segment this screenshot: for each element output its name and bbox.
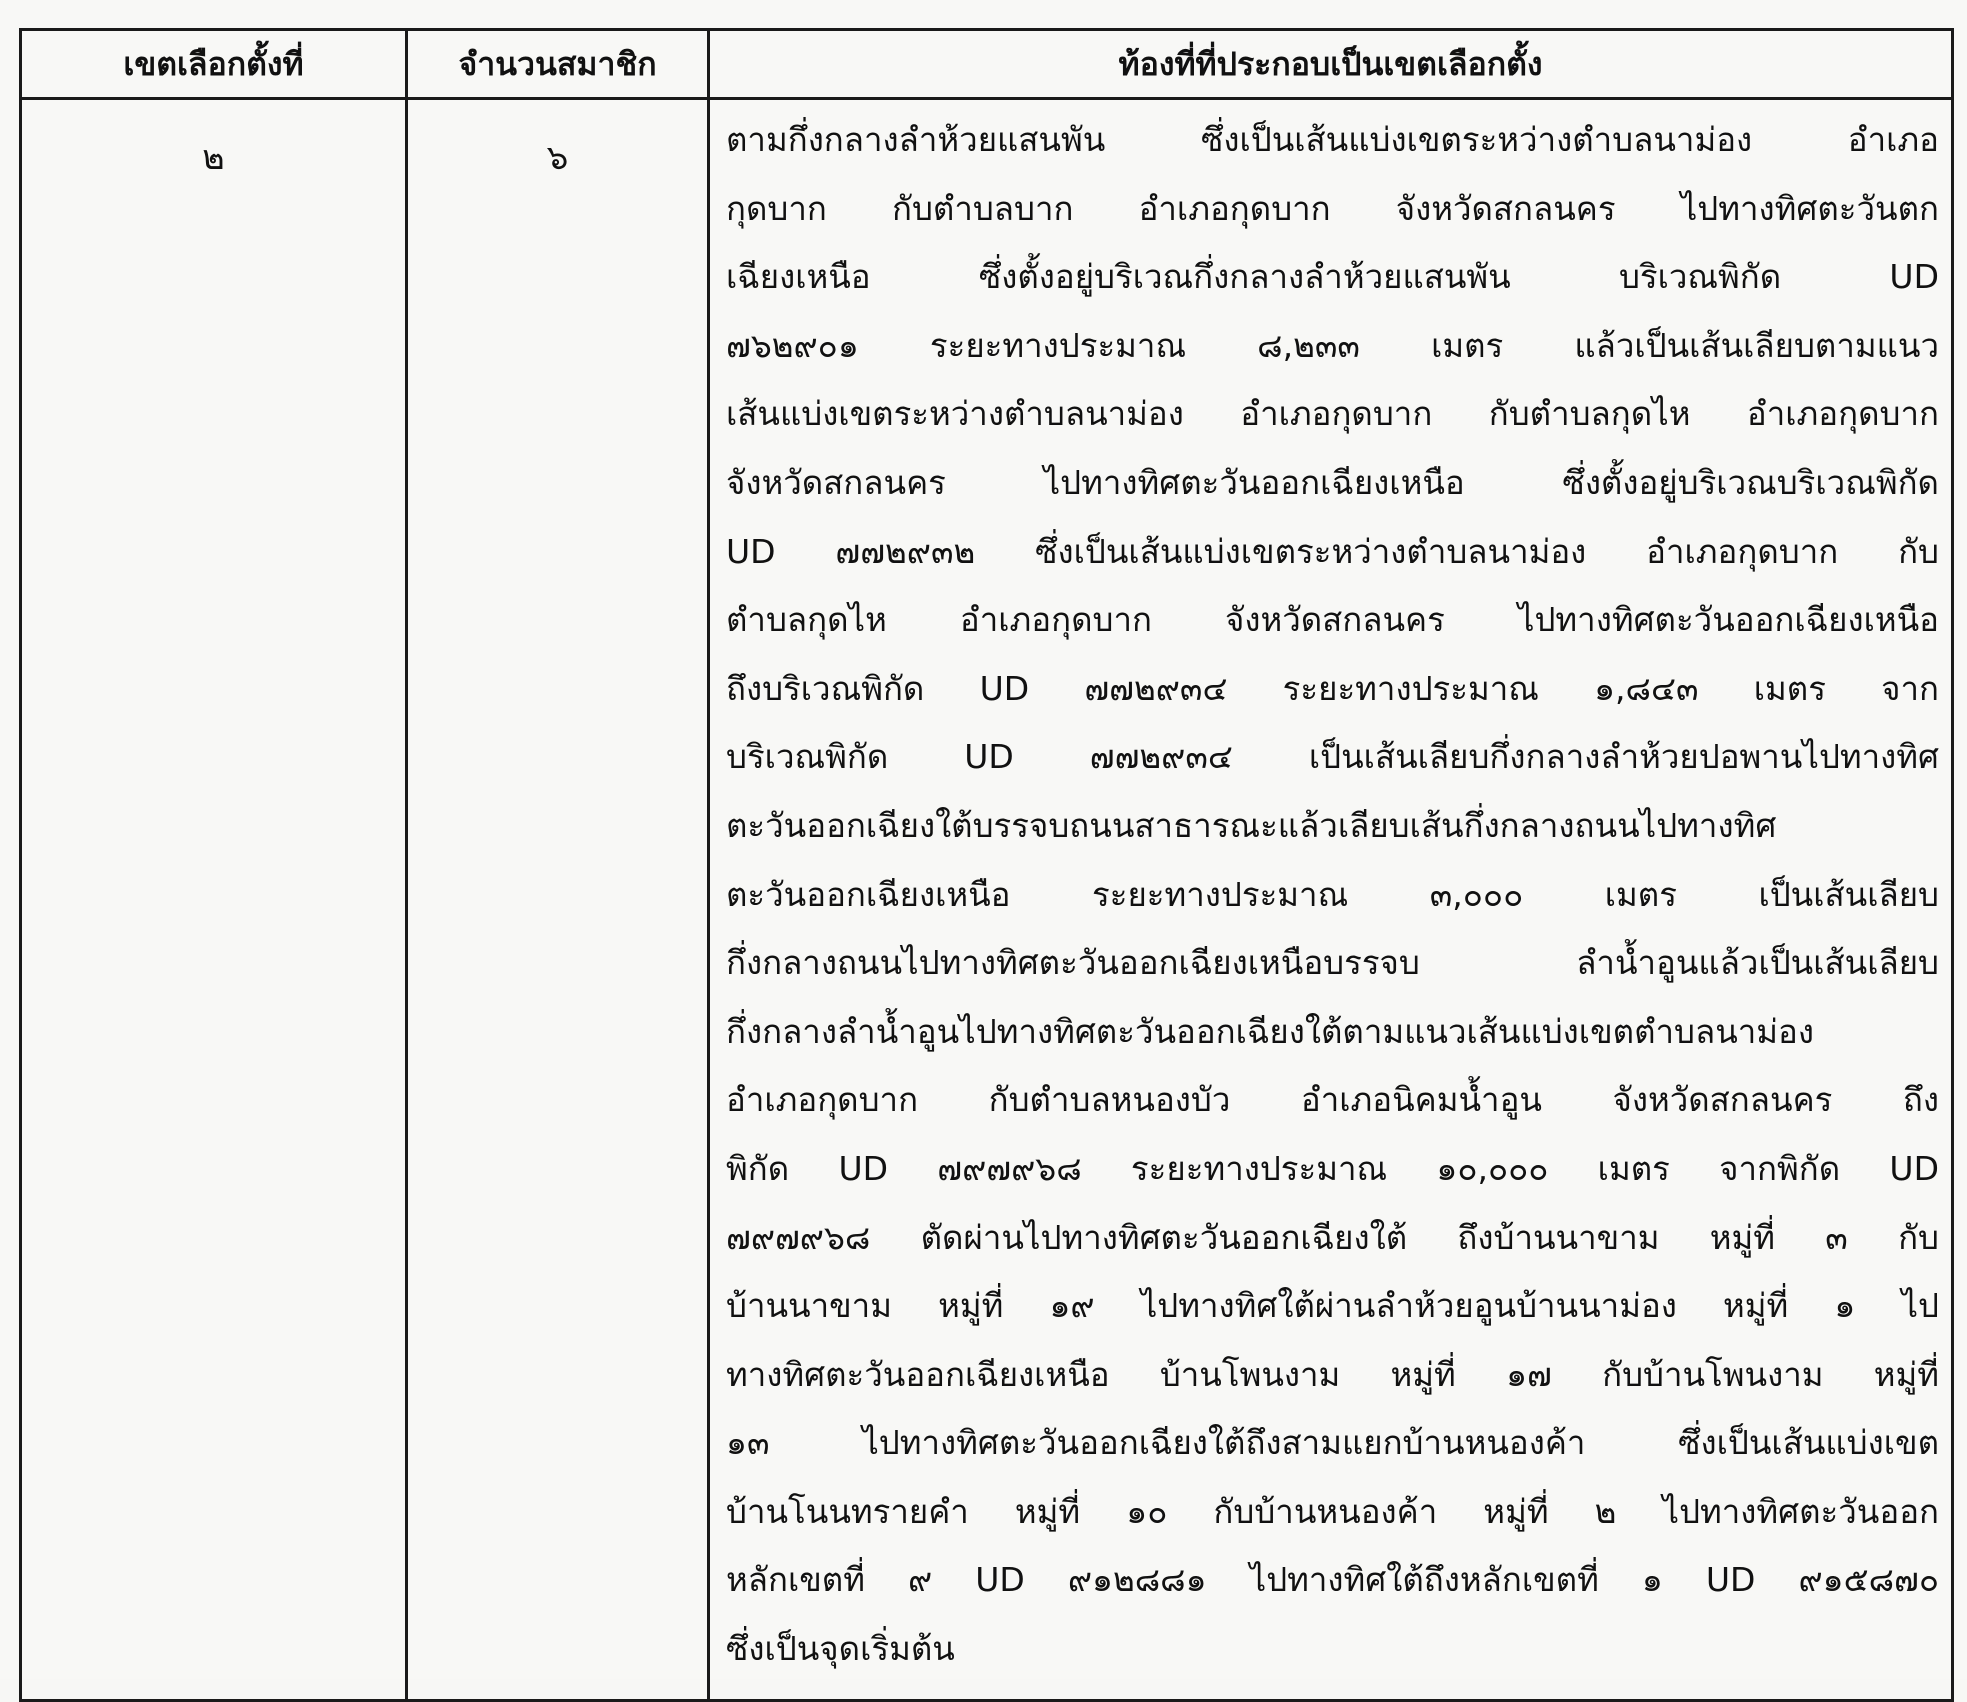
description-line: จังหวัดสกลนคร ไปทางทิศตะวันออกเฉียงเหนือ ซึ่งตั้งอยู่บริเวณบริเวณพิกัด xyxy=(726,462,1939,502)
table-header-row xyxy=(21,30,1953,99)
description-line: หลักเขตที่ ๙ UD ๙๑๒๘๘๑ ไปทางทิศใต้ถึงหลักเขตที่ ๑ UD ๙๑๕๘๗๐ xyxy=(726,1560,1939,1600)
description-line: ทางทิศตะวันออกเฉียงเหนือ บ้านโพนงาม หมู่ที่ ๑๗ กับบ้านโพนงาม หมู่ที่ xyxy=(726,1354,1939,1394)
description-line: บ้านนาขาม หมู่ที่ ๑๙ ไปทางทิศใต้ผ่านลำห้วยอูนบ้านนาม่อง หมู่ที่ ๑ ไป xyxy=(726,1286,1939,1326)
header-area-description: ท้องที่ที่ประกอบเป็นเขตเลือกตั้ง xyxy=(709,30,1953,99)
table-row xyxy=(21,99,1953,1701)
electoral-district-table xyxy=(19,28,1954,1702)
description-line: ตะวันออกเฉียงใต้บรรจบถนนสาธารณะแล้วเลียบเส้นกึ่งกลางถนนไปทางทิศ xyxy=(726,805,1777,845)
description-line: ๗๙๗๙๖๘ ตัดผ่านไปทางทิศตะวันออกเฉียงใต้ ถึงบ้านนาขาม หมู่ที่ ๓ กับ xyxy=(726,1217,1939,1257)
description-line: ซึ่งเป็นจุดเริ่มต้น xyxy=(726,1629,955,1669)
description-line: กึ่งกลางลำน้ำอูนไปทางทิศตะวันออกเฉียงใต้ตามแนวเส้นแบ่งเขตตำบลนาม่อง xyxy=(726,1011,1814,1051)
district-number-cell xyxy=(21,99,407,1701)
description-line: กุดบาก กับตำบลบาก อำเภอกุดบาก จังหวัดสกลนคร ไปทางทิศตะวันตก xyxy=(726,188,1939,228)
area-description-cell xyxy=(709,99,1953,1701)
description-line: ตะวันออกเฉียงเหนือ ระยะทางประมาณ ๓,๐๐๐ เมตร เป็นเส้นเลียบ xyxy=(726,874,1939,914)
member-count-cell xyxy=(407,99,709,1701)
description-line: UD ๗๗๒๙๓๒ ซึ่งเป็นเส้นแบ่งเขตระหว่างตำบลนาม่อง อำเภอกุดบาก กับ xyxy=(726,531,1939,571)
header-member-count: จำนวนสมาชิก xyxy=(407,30,709,99)
description-line: พิกัด UD ๗๙๗๙๖๘ ระยะทางประมาณ ๑๐,๐๐๐ เมตร จากพิกัด UD xyxy=(726,1148,1939,1188)
description-line: บริเวณพิกัด UD ๗๗๒๙๓๔ เป็นเส้นเลียบกึ่งกลางลำห้วยปอพานไปทางทิศ xyxy=(726,737,1939,777)
district-number: ๒ xyxy=(202,138,225,178)
description-line: ๗๖๒๙๐๑ ระยะทางประมาณ ๘,๒๓๓ เมตร แล้วเป็นเส้นเลียบตามแนว xyxy=(726,325,1939,365)
description-line: ตามกึ่งกลางลำห้วยแสนพัน ซึ่งเป็นเส้นแบ่งเขตระหว่างตำบลนาม่อง อำเภอ xyxy=(726,120,1939,159)
description-line: ตำบลกุดไห อำเภอกุดบาก จังหวัดสกลนคร ไปทางทิศตะวันออกเฉียงเหนือ xyxy=(726,600,1939,640)
description-line: เส้นแบ่งเขตระหว่างตำบลนาม่อง อำเภอกุดบาก กับตำบลกุดไห อำเภอกุดบาก xyxy=(726,394,1939,434)
description-line: กึ่งกลางถนนไปทางทิศตะวันออกเฉียงเหนือบรรจบ ลำน้ำอูนแล้วเป็นเส้นเลียบ xyxy=(726,943,1939,983)
description-line: ถึงบริเวณพิกัด UD ๗๗๒๙๓๔ ระยะทางประมาณ ๑,๘๔๓ เมตร จาก xyxy=(726,668,1939,708)
header-district-number: เขตเลือกตั้งที่ xyxy=(21,30,407,99)
description-line: เฉียงเหนือ ซึ่งตั้งอยู่บริเวณกึ่งกลางลำห้วยแสนพัน บริเวณพิกัด UD xyxy=(726,257,1939,297)
description-line: บ้านโนนทรายคำ หมู่ที่ ๑๐ กับบ้านหนองค้า หมู่ที่ ๒ ไปทางทิศตะวันออก xyxy=(726,1491,1939,1531)
member-count: ๖ xyxy=(546,138,569,178)
description-line: อำเภอกุดบาก กับตำบลหนองบัว อำเภอนิคมน้ำอูน จังหวัดสกลนคร ถึง xyxy=(726,1080,1939,1120)
description-line: ๑๓ ไปทางทิศตะวันออกเฉียงใต้ถึงสามแยกบ้านหนองค้า ซึ่งเป็นเส้นแบ่งเขต xyxy=(726,1423,1939,1463)
